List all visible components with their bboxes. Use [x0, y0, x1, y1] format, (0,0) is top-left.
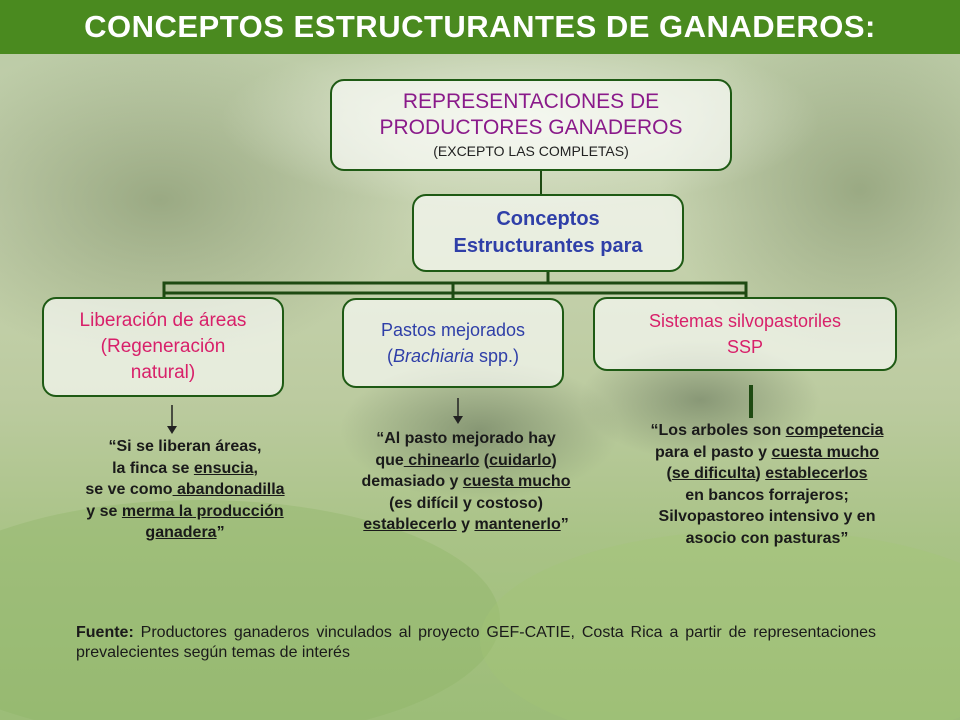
source-text: Productores ganaderos vinculados al proyecto GEF-CATIE, Costa Rica a partir de representaciones prevalecientes según temas de interés	[76, 624, 876, 661]
branch-b-line2: (Brachiaria spp.)	[386, 346, 520, 366]
root-line3: (EXCEPTO LAS COMPLETAS)	[433, 143, 629, 159]
branch-box-liberacion	[42, 297, 284, 397]
branch-a-line2: (Regeneración	[100, 336, 226, 357]
root-line2: PRODUCTORES GANADEROS	[379, 116, 683, 139]
source-label: Fuente:	[76, 624, 134, 641]
branch-a-line3: natural)	[130, 362, 196, 383]
branch-a-line1: Liberación de áreas	[79, 310, 247, 331]
middle-line1: Conceptos	[496, 208, 600, 230]
connector-bus	[164, 283, 746, 293]
branch-b-line1: Pastos mejorados	[380, 320, 526, 340]
branch-box-silvopastoriles	[593, 297, 897, 371]
root-line1: REPRESENTACIONES DE	[402, 90, 660, 113]
middle-box	[412, 194, 684, 272]
branch-c-line1: Sistemas silvopastoriles	[648, 311, 842, 331]
root-box	[330, 79, 732, 171]
branch-c-line2: SSP	[726, 337, 764, 357]
quote-liberacion: “Si se liberan áreas, la finca se ensucia, se ve como abandonadilla y se merma la producción ganadera”	[85, 438, 285, 541]
quote-pastos: “Al pasto mejorado hay que chinearlo (cuidarlo) demasiado y cuesta mucho (es difícil y costoso) establecerlo y mantenerlo”	[361, 430, 571, 533]
source-note	[76, 623, 876, 663]
quote-silvopastoriles: “Los arboles son competencia para el pasto y cuesta mucho (se dificulta) establecerlos en bancos forrajeros; Silvopastoreo intensivo y en asocio con pasturas”	[650, 422, 884, 547]
page-title: CONCEPTOS ESTRUCTURANTES DE GANADEROS:	[84, 9, 876, 44]
branch-box-pastos	[342, 298, 564, 388]
middle-line2: Estructurantes para	[453, 235, 643, 257]
